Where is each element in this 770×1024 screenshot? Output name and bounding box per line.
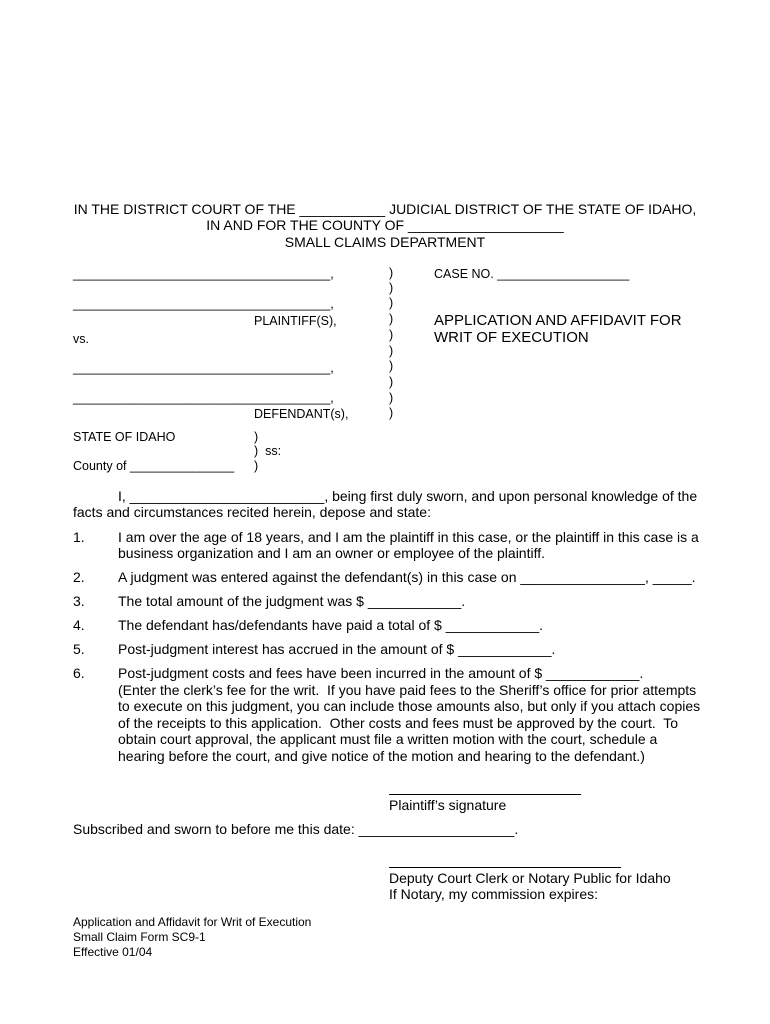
caption-paren: ) — [389, 359, 394, 373]
plaintiff-name-blank-2: _____________________________________, — [73, 297, 334, 311]
notary-commission-label: If Notary, my commission expires: — [389, 886, 599, 902]
affiant-intro-line1: I, _________________________, being first duly sworn, and upon personal knowledge of the — [118, 488, 698, 504]
document-title-line1: APPLICATION AND AFFIDAVIT FOR — [434, 312, 682, 329]
affiant-intro-line2: facts and circumstances recited herein, depose and state: — [73, 504, 431, 520]
item-number: 2. — [73, 569, 85, 585]
caption-paren: ) — [389, 312, 394, 326]
item-text: (Enter the clerk’s fee for the writ. If you have paid fees to the Sheriff’s office for prior attempts — [118, 682, 697, 698]
item-text: The defendant has/defendants have paid a total of $ ____________. — [118, 617, 544, 633]
item-text: hearing before the court, and give notice of the motion and hearing to the defendant.) — [118, 748, 645, 764]
item-number: 4. — [73, 617, 85, 633]
plaintiff-signature-line — [389, 794, 581, 795]
item-text: business organization and I am an owner or employee of the plaintiff. — [118, 545, 545, 561]
caption-paren: ) — [389, 375, 394, 389]
document-title-line2: WRIT OF EXECUTION — [434, 329, 589, 346]
caption-paren: ) — [389, 391, 394, 405]
item-text: A judgment was entered against the defendant(s) in this case on ________________, _____. — [118, 569, 696, 585]
defendant-name-blank-1: _____________________________________, — [73, 361, 334, 375]
caption-paren: ) — [389, 328, 394, 342]
caption-paren: ) — [389, 406, 394, 420]
venue-county: County of _______________ — [73, 459, 235, 473]
item-text: The total amount of the judgment was $ ____________. — [118, 593, 466, 609]
item-text: I am over the age of 18 years, and I am the plaintiff in this case, or the plaintiff in this case is a — [118, 529, 699, 545]
plaintiff-signature-label: Plaintiff’s signature — [389, 797, 507, 813]
item-text: of the receipts to this application. Other costs and fees must be approved by the court. To — [118, 715, 679, 731]
venue-paren: ) — [254, 430, 259, 444]
subscribed-sworn-line: Subscribed and sworn to before me this date: ____________________. — [73, 821, 519, 837]
item-number: 3. — [73, 593, 85, 609]
plaintiff-label: PLAINTIFF(S), — [254, 314, 337, 328]
court-header-line1: IN THE DISTRICT COURT OF THE ___________ JUDICIAL DISTRICT OF THE STATE OF IDAHO, — [73, 201, 697, 217]
venue-ss: ) ss: — [254, 444, 282, 458]
venue-state: STATE OF IDAHO — [73, 430, 176, 444]
caption-paren: ) — [389, 344, 394, 358]
item-number: 5. — [73, 641, 85, 657]
footer-effective-date: Effective 01/04 — [73, 945, 153, 959]
court-header-line3: SMALL CLAIMS DEPARTMENT — [284, 234, 486, 250]
case-number-field: CASE NO. ___________________ — [434, 267, 630, 281]
clerk-notary-label: Deputy Court Clerk or Notary Public for Idaho — [389, 870, 671, 886]
caption-paren: ) — [389, 281, 394, 295]
caption-paren: ) — [389, 266, 394, 280]
footer-form-title: Application and Affidavit for Writ of Execution — [73, 915, 312, 929]
item-text: Post-judgment interest has accrued in the amount of $ ____________. — [118, 641, 556, 657]
item-number: 6. — [73, 665, 85, 681]
item-text: obtain court approval, the applicant must file a written motion with the court, schedule a — [118, 731, 658, 747]
item-text: Post-judgment costs and fees have been incurred in the amount of $ ____________. — [118, 665, 644, 681]
defendant-label: DEFENDANT(s), — [254, 407, 349, 421]
versus-label: vs. — [73, 332, 89, 346]
plaintiff-name-blank-1: _____________________________________, — [73, 267, 334, 281]
footer-form-number: Small Claim Form SC9-1 — [73, 930, 206, 944]
defendant-name-blank-2: _____________________________________, — [73, 391, 334, 405]
venue-paren: ) — [254, 459, 259, 473]
item-text: to execute on this judgment, you can include those amounts also, but only if you attach copies — [118, 698, 701, 714]
court-header-line2: IN AND FOR THE COUNTY OF ____________________ — [206, 217, 564, 233]
item-number: 1. — [73, 529, 85, 545]
clerk-signature-line — [389, 867, 621, 868]
caption-paren: ) — [389, 296, 394, 310]
